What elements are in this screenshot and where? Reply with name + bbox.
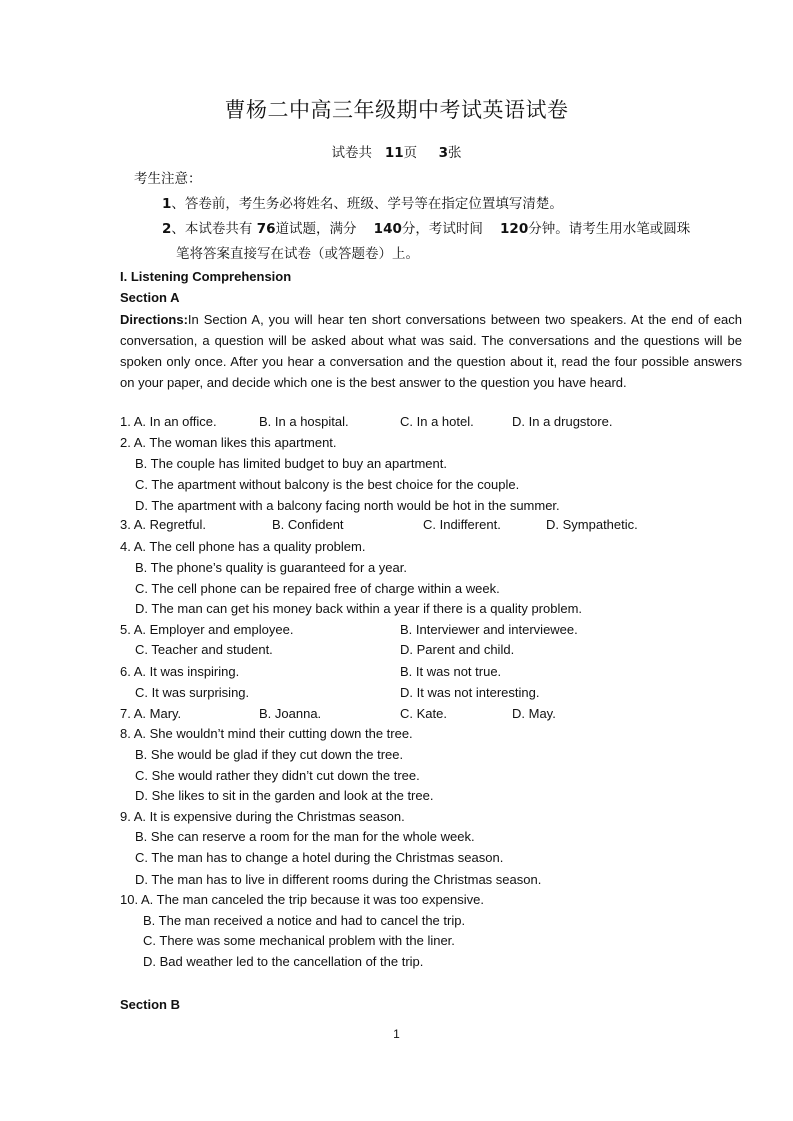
q3-option-a: 3. A. Regretful.: [120, 517, 206, 532]
q3-option-b: B. Confident: [272, 517, 344, 532]
notice-2-text-b: 道试题，满分: [275, 221, 357, 237]
page-unit: 页: [403, 145, 418, 161]
notice-1-text: 、答卷前，考生务必将姓名、班级、学号等在指定位置填写清楚。: [171, 196, 563, 212]
notice-heading: 考生注意：: [134, 171, 202, 187]
q9-option-a: 9. A. It is expensive during the Christmas season.: [120, 809, 405, 824]
directions-label: Directions:: [120, 312, 188, 327]
q8-option-b: B. She would be glad if they cut down the tree.: [135, 747, 404, 762]
q7-option-a: 7. A. Mary.: [120, 706, 182, 721]
section-a-heading: Section A: [120, 290, 180, 305]
subtitle-prefix: 试卷共: [331, 145, 372, 161]
sheet-count: 3: [438, 145, 449, 161]
q3-option-c: C. Indifferent.: [423, 517, 501, 532]
q2-option-c: C. The apartment without balcony is the best choice for the couple.: [135, 477, 520, 492]
q7-option-c: C. Kate.: [400, 706, 447, 721]
q5-option-d: D. Parent and child.: [400, 642, 515, 657]
sheet-unit: 张: [448, 145, 462, 161]
directions-text: In Section A, you will hear ten short conversations between two speakers. At the end of each conversation, a question will be asked about what was said. The conversations and the questions will be spoken only once. After you hear a conversation and the question about it, read the four possible answers on your paper, and decide which one is the best answer to the question you have heard.: [120, 312, 742, 390]
q2-option-a: 2. A. The woman likes this apartment.: [120, 435, 337, 450]
notice-2-text-d: 分钟。请考生用水笔或圆珠: [528, 221, 691, 237]
q9-option-c: C. The man has to change a hotel during the Christmas season.: [135, 850, 504, 865]
notice-2-text-c: 分，考试时间: [401, 221, 483, 237]
q6-option-d: D. It was not interesting.: [400, 685, 540, 700]
full-score: 140: [373, 221, 402, 237]
directions-paragraph: [120, 309, 742, 393]
q1-option-c: C. In a hotel.: [400, 414, 474, 429]
q1-option-a: 1. A. In an office.: [120, 414, 217, 429]
part-title: I. Listening Comprehension: [120, 269, 292, 284]
page-count: 11: [384, 145, 404, 161]
q3-option-d: D. Sympathetic.: [546, 517, 638, 532]
q6-option-b: B. It was not true.: [400, 664, 502, 679]
section-b-heading: Section B: [120, 997, 180, 1012]
q6-option-c: C. It was surprising.: [135, 685, 250, 700]
page-number: 1: [393, 1027, 400, 1041]
notice-1-number: 1: [162, 196, 172, 212]
q4-option-d: D. The man can get his money back within a year if there is a quality problem.: [135, 601, 583, 616]
q4-option-c: C. The cell phone can be repaired free of charge within a week.: [135, 581, 500, 596]
q2-option-d: D. The apartment with a balcony facing north would be hot in the summer.: [135, 498, 560, 513]
q2-option-b: B. The couple has limited budget to buy an apartment.: [135, 456, 447, 471]
q5-option-c: C. Teacher and student.: [135, 642, 273, 657]
notice-item-2: [162, 217, 690, 237]
q9-option-b: B. She can reserve a room for the man for the whole week.: [135, 829, 475, 844]
exam-subtitle: [0, 141, 793, 161]
notice-item-2-continued: 笔将答案直接写在试卷（或答题卷）上。: [176, 246, 419, 262]
q8-option-d: D. She likes to sit in the garden and look at the tree.: [135, 788, 434, 803]
q10-option-b: B. The man received a notice and had to cancel the trip.: [143, 913, 466, 928]
notice-2-text-a: 、本试卷共有: [171, 221, 253, 237]
q7-option-d: D. May.: [512, 706, 556, 721]
question-count: 76: [256, 221, 276, 237]
q10-option-c: C. There was some mechanical problem with the liner.: [143, 933, 455, 948]
exam-time: 120: [500, 221, 529, 237]
q9-option-d: D. The man has to live in different rooms during the Christmas season.: [135, 872, 542, 887]
notice-2-number: 2: [162, 221, 172, 237]
q5-option-b: B. Interviewer and interviewee.: [400, 622, 578, 637]
q1-option-d: D. In a drugstore.: [512, 414, 613, 429]
q7-option-b: B. Joanna.: [259, 706, 322, 721]
q8-option-a: 8. A. She wouldn’t mind their cutting down the tree.: [120, 726, 413, 741]
q5-option-a: 5. A. Employer and employee.: [120, 622, 294, 637]
q8-option-c: C. She would rather they didn’t cut down the tree.: [135, 768, 420, 783]
q4-option-b: B. The phone’s quality is guaranteed for a year.: [135, 560, 407, 575]
q4-option-a: 4. A. The cell phone has a quality problem.: [120, 539, 366, 554]
q1-option-b: B. In a hospital.: [259, 414, 349, 429]
q10-option-a: 10. A. The man canceled the trip because it was too expensive.: [120, 892, 484, 907]
notice-item-1: [162, 192, 563, 212]
exam-title: 曹杨二中高三年级期中考试英语试卷: [224, 98, 569, 122]
q10-option-d: D. Bad weather led to the cancellation of the trip.: [143, 954, 424, 969]
q6-option-a: 6. A. It was inspiring.: [120, 664, 240, 679]
